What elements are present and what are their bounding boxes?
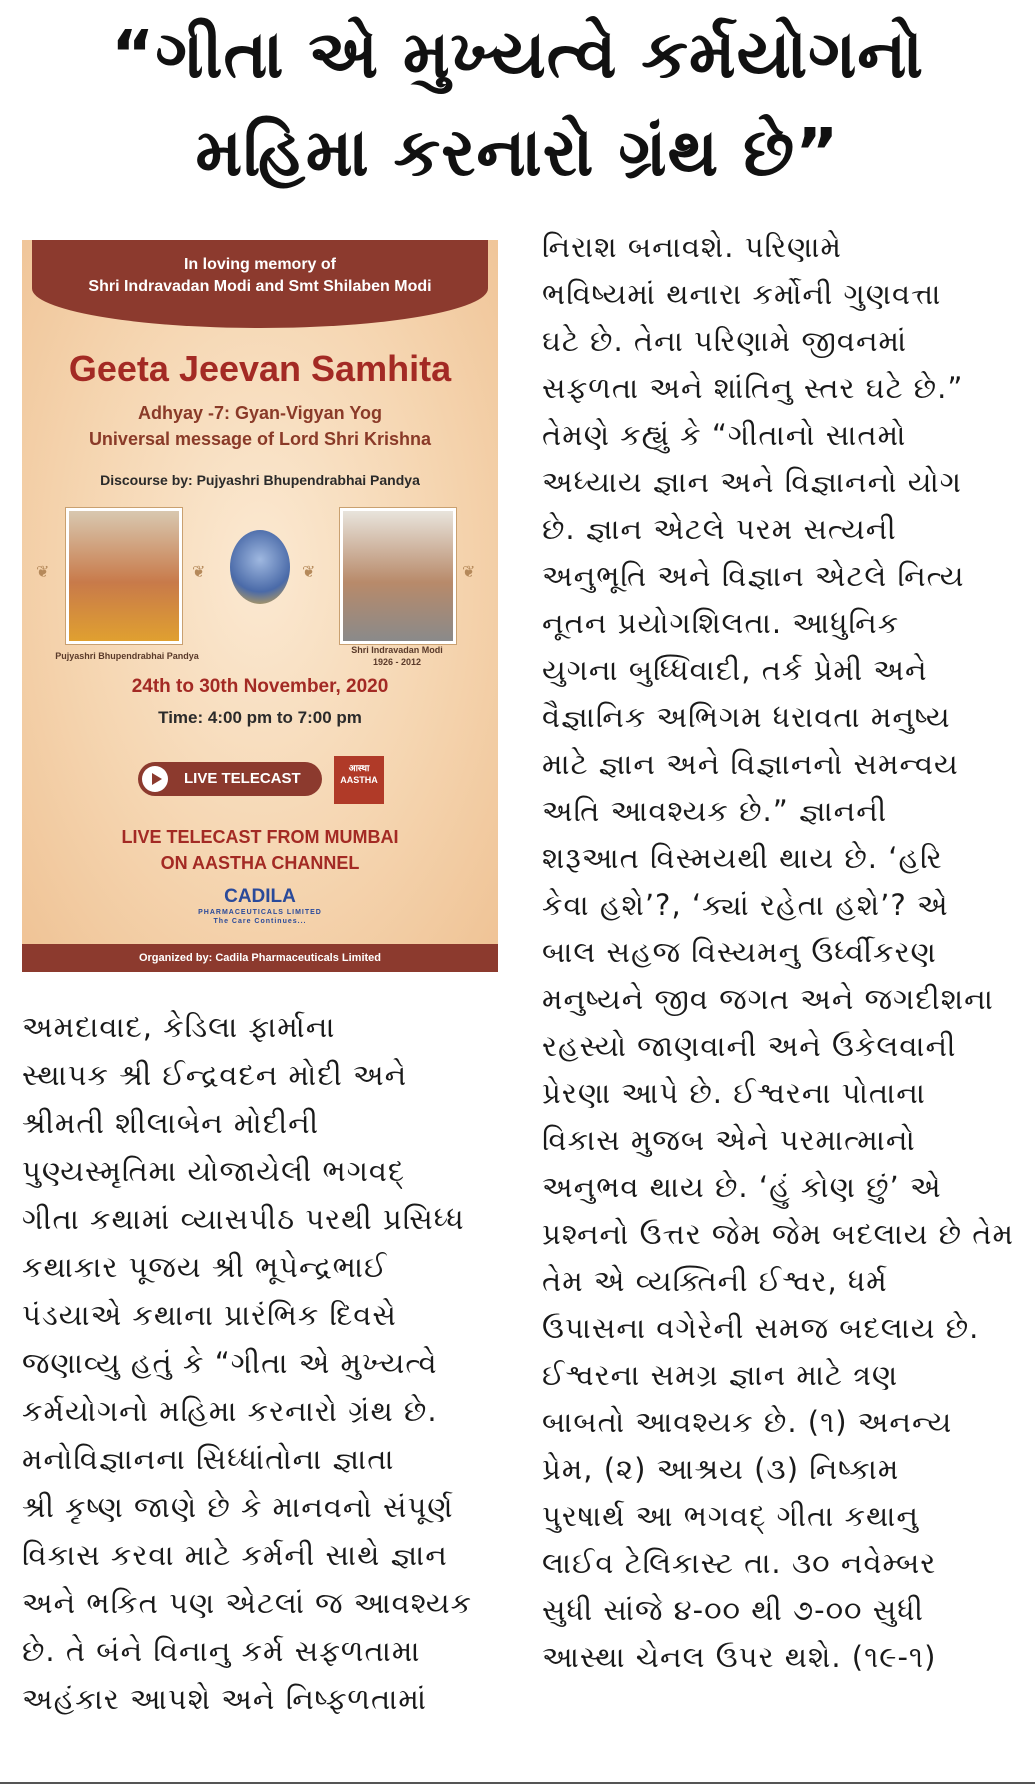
- article-line: પુરષાર્થ આ ભગવદ્ ગીતા કથાનુ: [542, 1499, 920, 1533]
- article-line: સફળતા અને શાંતિનુ સ્તર ઘટે છે.”: [542, 371, 964, 405]
- article-line: નૂતન પ્રયોગશિલતા. આધુનિક: [542, 606, 900, 640]
- memory-line-2: Shri Indravadan Modi and Smt Shilaben Modi: [88, 278, 432, 295]
- article-line: ગીતા કથામાં વ્યાસપીઠ પરથી પ્રસિધ્ધ: [22, 1202, 465, 1236]
- aastha-logo: [334, 756, 384, 804]
- ad-title: Geeta Jeevan Samhita: [68, 348, 452, 389]
- headline-line-1: “ગીતા એ મુખ્યત્વે કર્મયોગનો: [111, 16, 924, 93]
- article-line: અતિ આવશ્યક છે.” જ્ઞાનની: [542, 794, 888, 828]
- cadila-subtitle: PHARMACEUTICALS LIMITED: [198, 909, 322, 916]
- article-line: રહસ્યો જાણવાની અને ઉકેલવાની: [542, 1029, 957, 1063]
- article-line: પ્રેમ, (૨) આશ્રય (૩) નિષ્કામ: [542, 1452, 900, 1486]
- bottom-rule: [0, 1782, 1035, 1784]
- article-line: નિરાશ બનાવશે. પરિણામે: [542, 230, 842, 264]
- article-line: તેમ એ વ્યક્તિની ઈશ્વર, ધર્મ: [542, 1264, 888, 1298]
- article-line: છે. તે બંને વિનાનુ કર્મ સફળતામા: [22, 1634, 421, 1668]
- article-line: પ્રેરણા આપે છે. ઈશ્વરના પોતાના: [542, 1076, 926, 1110]
- article-line: ઈશ્વરના સમગ્ર જ્ઞાન માટે ત્રણ: [542, 1358, 899, 1392]
- speaker-caption: Pujyashri Bhupendrabhai Pandya: [55, 651, 199, 661]
- article-line: અધ્યાય જ્ઞાન અને વિજ્ઞાનનો યોગ: [542, 465, 962, 499]
- ad-subtitle-line-1: Adhyay -7: Gyan-Vigyan Yog: [137, 403, 383, 423]
- article-line: કથાકાર પૂજય શ્રી ભૂપેન્દ્રભાઈ: [22, 1250, 388, 1284]
- article-line: બાબતો આવશ્યક છે. (૧) અનન્ય: [542, 1405, 953, 1439]
- article-line: વિકાસ મુજબ એને પરમાત્માનો: [542, 1123, 916, 1157]
- ornament-icon: ❦: [462, 564, 476, 581]
- event-advertisement: [22, 240, 498, 972]
- article-line: અનુભૂતિ અને વિજ્ઞાન એટલે નિત્ય: [542, 559, 965, 593]
- krishna-image: [230, 530, 290, 604]
- article-line: આસ્થા ચેનલ ઉપર થશે. (૧૯-૧): [542, 1640, 937, 1674]
- article-line: અનુભવ થાય છે. ‘હું કોણ છું’ એ: [542, 1170, 942, 1204]
- ornament-icon: ❦: [302, 564, 316, 581]
- headline: [20, 6, 1015, 202]
- article-line: વિકાસ કરવા માટે કર્મની સાથે જ્ઞાન: [22, 1538, 448, 1572]
- article-line: ઉપાસના વગેરેની સમજ બદલાય છે.: [542, 1311, 980, 1345]
- article-line: મનોવિજ્ઞાનના સિધ્ધાંતોના જ્ઞાતા: [22, 1442, 395, 1476]
- article-line: કર્મયોગનો મહિમા કરનારો ગ્રંથ છે.: [22, 1394, 438, 1428]
- article-line: છે. જ્ઞાન એટલે પરમ સત્યની: [542, 512, 897, 546]
- article-line: પુણ્યસ્મૃતિમા યોજાયેલી ભગવદ્: [22, 1154, 406, 1188]
- telecast-info: [22, 824, 498, 876]
- telecast-line-1: LIVE TELECAST FROM MUMBAI: [121, 827, 399, 847]
- article-line: સ્થાપક શ્રી ઈન્દ્રવદન મોદી અને: [22, 1058, 408, 1092]
- memory-banner: [32, 240, 488, 328]
- article-line: શ્રીમતી શીલાબેન મોદીની: [22, 1106, 320, 1140]
- aastha-logo-text: आस्था: [348, 763, 370, 773]
- article-line: અહંકાર આપશે અને નિષ્ફળતામાં: [22, 1682, 427, 1716]
- article-line: માટે જ્ઞાન અને વિજ્ઞાનનો સમન્વય: [542, 747, 959, 781]
- article-line: બાલ સહજ વિસ્યમનુ ઉર્ધ્વીકરણ: [542, 935, 937, 969]
- organized-by: Organized by: Cadila Pharmaceuticals Limited: [22, 944, 498, 972]
- article-line: યુગના બુધ્ધિવાદી, તર્ક પ્રેમી અને: [542, 653, 928, 687]
- article-line: વૈજ્ઞાનિક અભિગમ ધરાવતા મનુષ્ય: [542, 700, 951, 734]
- ornament-icon: ❦: [192, 564, 206, 581]
- memorial-photo: [340, 508, 456, 644]
- aastha-logo-label: AASTHA: [340, 775, 378, 785]
- article-line: તેમણે કહ્યું કે “ગીતાનો સાતમો: [542, 418, 907, 452]
- article-line: જણાવ્યુ હતું કે “ગીતા એ મુખ્યત્વે: [22, 1346, 438, 1380]
- article-line: પ્રશ્નનો ઉત્તર જેમ જેમ બદલાય છે તેમ: [542, 1217, 1014, 1251]
- event-time: Time: 4:00 pm to 7:00 pm: [158, 708, 362, 727]
- ornament-icon: ❦: [36, 564, 50, 581]
- cadila-name: CADILA: [224, 886, 296, 907]
- cadila-logo: [22, 886, 498, 926]
- live-telecast-badge: [138, 762, 322, 796]
- play-icon: [142, 766, 168, 792]
- article-line: લાઈવ ટેલિકાસ્ટ તા. ૩૦ નવેમ્બર: [542, 1546, 937, 1580]
- article-line: પંડયાએ કથાના પ્રારંભિક દિવસે: [22, 1298, 397, 1332]
- headline-line-2: મહિમા કરનારો ગ્રંથ છે”: [195, 114, 840, 191]
- article-line: શ્રી કૃષ્ણ જાણે છે કે માનવનો સંપૂર્ણ: [22, 1490, 454, 1524]
- event-dates: 24th to 30th November, 2020: [131, 676, 389, 697]
- memorial-caption-name: Shri Indravadan Modi: [351, 645, 443, 655]
- article-line: ઘટે છે. તેના પરિણામે જીવનમાં: [542, 324, 908, 358]
- live-telecast-label: LIVE TELECAST: [184, 770, 301, 787]
- article-line: અમદાવાદ, કેડિલા ફાર્માના: [22, 1010, 336, 1044]
- memorial-caption-years: 1926 - 2012: [372, 657, 422, 667]
- article-line: ભવિષ્યમાં થનારા કર્મોની ગુણવત્તા: [542, 277, 942, 311]
- article-line: સુધી સાંજે ૪-૦૦ થી ૭-૦૦ સુધી: [542, 1593, 924, 1627]
- telecast-line-2: ON AASTHA CHANNEL: [160, 853, 360, 873]
- memory-line-1: In loving memory of: [183, 256, 336, 273]
- article-line: શરૂઆત વિસ્મયથી થાય છે. ‘હરિ: [542, 841, 943, 875]
- article-line: કેવા હશે’?, ‘ક્યાં રહેતા હશે’? એ: [542, 888, 949, 922]
- memorial-caption: [322, 644, 472, 668]
- article-line: અને ભકિત પણ એટલાં જ આવશ્યક: [22, 1586, 473, 1620]
- discourse-by: Discourse by: Pujyashri Bhupendrabhai Pandya: [100, 472, 420, 488]
- article-line: મનુષ્યને જીવ જગત અને જગદીશના: [542, 982, 994, 1016]
- speaker-photo: [66, 508, 182, 644]
- cadila-tagline: The Care Continues...: [213, 918, 307, 925]
- ad-subtitle-line-2: Universal message of Lord Shri Krishna: [88, 429, 432, 449]
- ad-subtitle: [22, 400, 498, 452]
